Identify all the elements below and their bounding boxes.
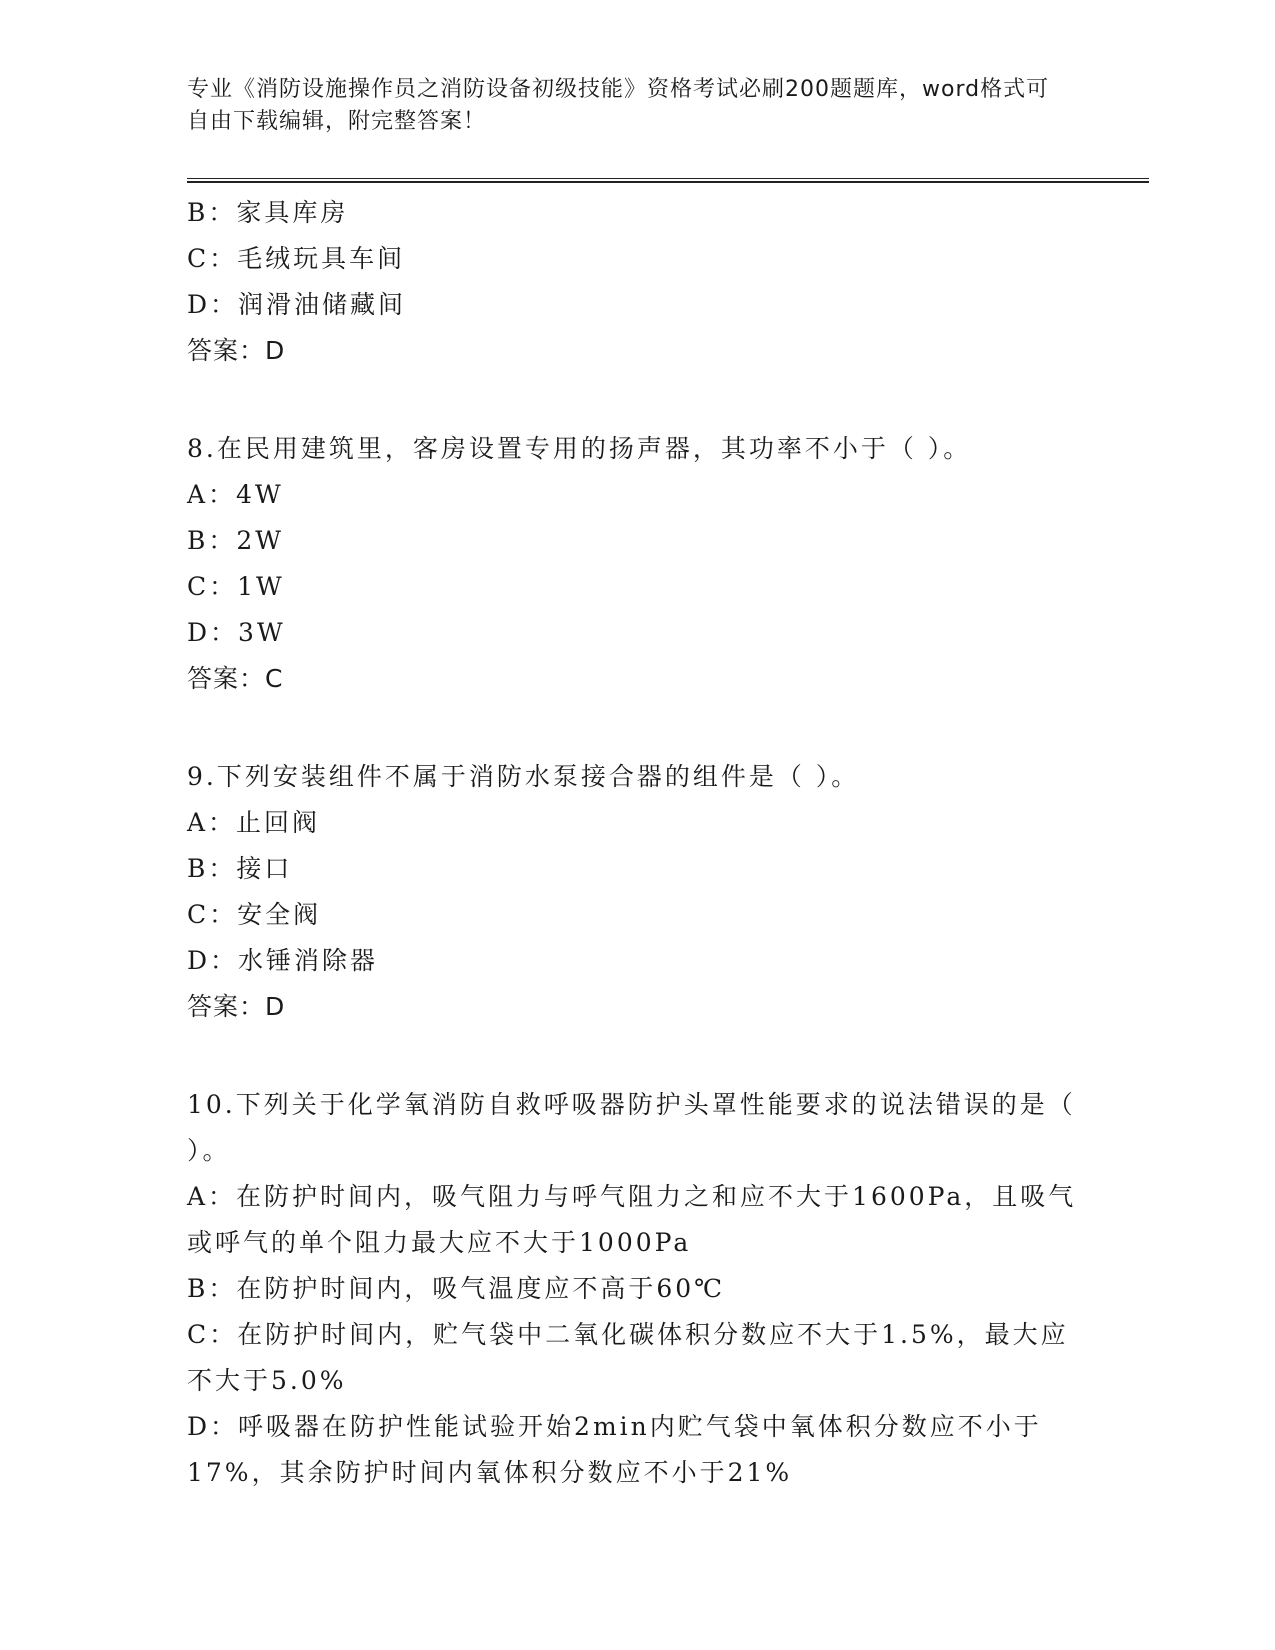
option-b: B：家具库房 (187, 198, 349, 227)
question-text: 8.在民用建筑里，客房设置专用的扬声器，其功率不小于（ ）。 (187, 434, 972, 463)
option-c: C：安全阀 (187, 900, 322, 929)
spacer (187, 702, 1087, 754)
spacer (187, 374, 1087, 426)
question-text: 10.下列关于化学氧消防自救呼吸器防护头罩性能要求的说法错误的是（ ）。 (187, 1090, 1076, 1165)
document-header: 专业《消防设施操作员之消防设备初级技能》资格考试必刷200题题库，word格式可自由下载编辑，附完整答案！ (187, 77, 1050, 134)
option-d: D：呼吸器在防护性能试验开始2min内贮气袋中氧体积分数应不小于17%，其余防护时间内氧体积分数应不小于21% (187, 1412, 1042, 1487)
option-c: C：在防护时间内，贮气袋中二氧化碳体积分数应不大于1.5%，最大应不大于5.0% (187, 1320, 1069, 1395)
option-c: C：1W (187, 572, 285, 601)
question-text: 9.下列安装组件不属于消防水泵接合器的组件是（ ）。 (187, 762, 860, 791)
option-a: A：4W (187, 480, 284, 509)
question-block-8 (187, 426, 1087, 702)
option-b: B：2W (187, 526, 284, 555)
option-d: D：润滑油储藏间 (187, 290, 407, 319)
question-content (187, 190, 1087, 1496)
header-divider-thick (187, 181, 1149, 183)
spacer (187, 1030, 1087, 1082)
option-a: A：止回阀 (187, 808, 321, 837)
header-divider-thin (187, 178, 1149, 179)
answer-label: 答案：C (187, 664, 284, 693)
answer-label: 答案：D (187, 992, 286, 1021)
option-c: C：毛绒玩具车间 (187, 244, 406, 273)
question-block-7-tail (187, 190, 1087, 374)
option-b: B：在防护时间内，吸气温度应不高于60℃ (187, 1274, 726, 1303)
question-block-10 (187, 1082, 1087, 1496)
option-d: D：3W (187, 618, 286, 647)
option-a: A：在防护时间内，吸气阻力与呼气阻力之和应不大于1600Pa，且吸气或呼气的单个阻力最大应不大于1000Pa (187, 1182, 1077, 1257)
option-d: D：水锤消除器 (187, 946, 379, 975)
answer-label: 答案：D (187, 336, 286, 365)
option-b: B：接口 (187, 854, 293, 883)
question-block-9 (187, 754, 1087, 1030)
